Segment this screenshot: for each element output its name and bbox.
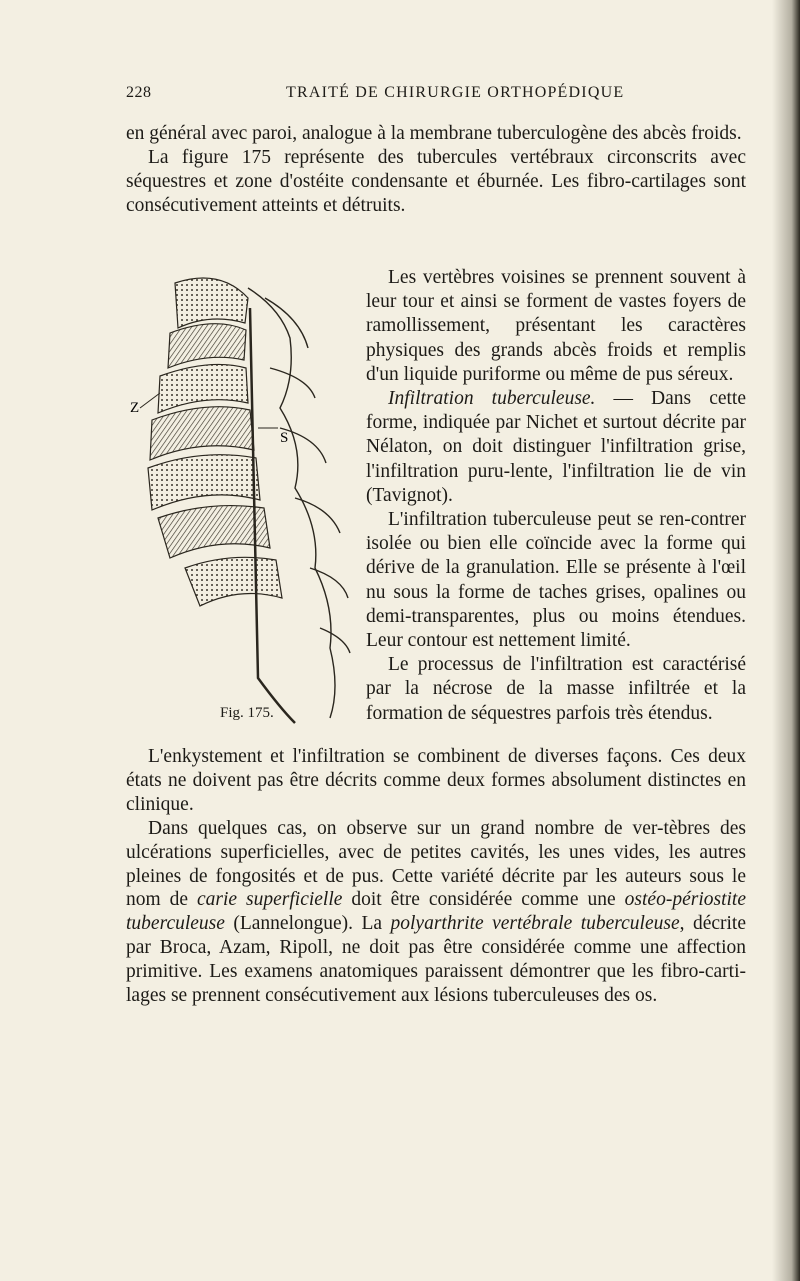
- term-osteo-periostite: ostéo-périostite tuberculeuse: [126, 889, 746, 935]
- figure-label-s: S: [280, 430, 289, 446]
- bottom-text-block: [126, 745, 746, 1008]
- spine-illustration: [130, 268, 365, 730]
- vertebra-bodies: [148, 278, 282, 606]
- paragraph-enkystement: L'enkystement et l'infiltration se combinent de diverses façons. Ces deux états ne doivent pas être décrits comme deux formes absolument distinctes en clinique.: [126, 746, 746, 815]
- running-title: TRAITÉ DE CHIRURGIE ORTHOPÉDIQUE: [286, 84, 625, 101]
- paragraph-infiltration-isolated: L'infiltration tuberculeuse peut se ren-contrer isolée ou bien elle coïncide avec la forme qui dérive de la granulation. Elle se présente à l'œil nu sous la forme de taches grises, opalines ou demi-transparentes, plus ou moins étendues. Leur contour est nettement limité.: [366, 509, 746, 652]
- figure-label-z: Z: [130, 400, 140, 416]
- figure-side-column: [366, 266, 746, 726]
- page-number: 228: [126, 84, 152, 101]
- figure-caption: Fig. 175.: [220, 705, 274, 721]
- paragraph-infiltration: Infiltration tuberculeuse. — Dans cette forme, indiquée par Nichet et surtout décrite par Nélaton, on doit distinguer l'infiltration grise, l'infiltration puru-lente, l'infiltration lie de vin (Tavignot).: [366, 388, 746, 506]
- paragraph-ulcerations: Dans quelques cas, on observe sur un grand nombre de ver-tèbres des ulcérations superficielles, avec de petites cavités, les unes vides, les autres pleines de fongosités et de pus. Cette variété décrite par les auteurs sous le nom de carie superficielle doit être considérée comme une ostéo-périostite tuberculeuse (Lannelongue). La polyarthrite vertébrale tuberculeuse, décrite par Broca, Azam, Ripoll, ne doit pas être considérée comme une affection primitive. Les examens anatomiques paraissent démontrer que les fibro-carti-lages se prennent consécutivement aux lésions tuberculeuses des os.: [126, 817, 746, 1007]
- posterior-arches: [248, 288, 350, 723]
- paragraph-figure-intro: La figure 175 représente des tubercules vertébraux circonscrits avec séquestres et zone d'ostéite condensante et éburnée. Les fibro-cartilages sont consécutivement atteints et détruits.: [126, 146, 746, 216]
- paragraph-processus: Le processus de l'infiltration est caractérisé par la nécrose de la masse infiltrée et la formation de séquestres parfois très étendus.: [366, 654, 746, 724]
- paragraph-vertebrae: Les vertèbres voisines se prennent souvent à leur tour et ainsi se forment de vastes foyers de ramollissement, présentant les caractères physiques des grands abcès froids et remplis d'un liquide puriforme ou même de pus séreux.: [366, 267, 746, 385]
- running-header: [126, 84, 746, 108]
- page-edge-shadow: [772, 0, 800, 1281]
- term-carie-superficielle: carie superficielle: [197, 889, 343, 911]
- term-polyarthrite: polyarthrite vertébrale tuberculeuse: [390, 913, 680, 935]
- section-heading-infiltration: Infiltration tuberculeuse.: [388, 388, 596, 410]
- paragraph-continuation: en général avec paroi, analogue à la membrane tuberculogène des abcès froids.: [126, 123, 742, 144]
- top-text-block: [126, 122, 746, 218]
